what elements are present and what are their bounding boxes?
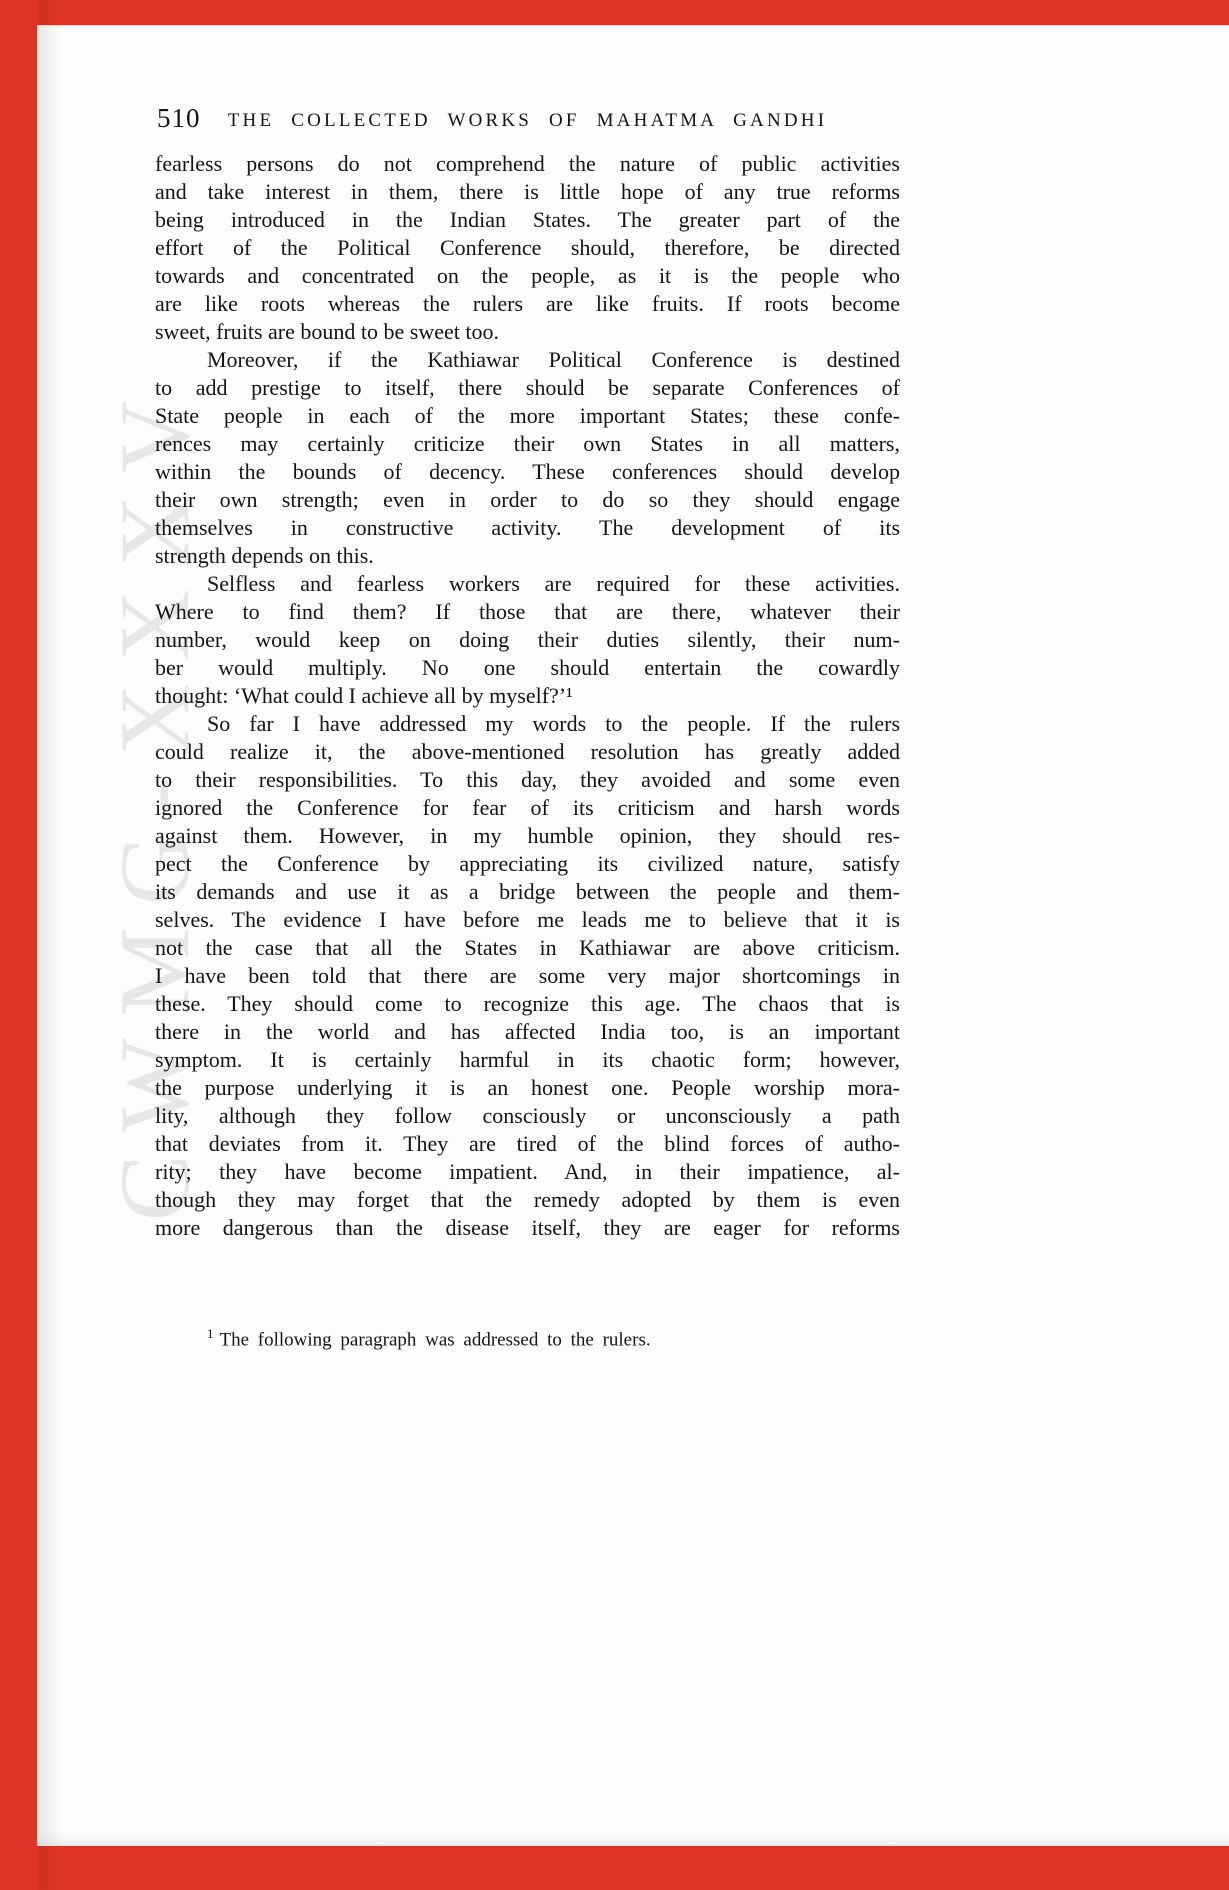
page-number: 510 [157, 103, 201, 133]
text-line: Where to find them? If those that are there, whatever their [155, 599, 900, 624]
text-line: effort of the Political Conference should, therefore, be directed [155, 235, 900, 260]
text-line: I have been told that there are some very major shortcomings in [155, 963, 900, 988]
text-line: are like roots whereas the rulers are like fruits. If roots become [155, 291, 900, 316]
scan-cradle-edge-left [0, 0, 37, 1890]
footnote [155, 1326, 900, 1351]
text-line: strength depends on this. [155, 543, 374, 568]
text-line: its demands and use it as a bridge between the people and them- [155, 879, 900, 904]
text-line: Moreover, if the Kathiawar Political Conference is destined [207, 347, 900, 372]
text-line: thought: ‘What could I achieve all by myself?’¹ [155, 683, 573, 708]
text-line: sweet, fruits are bound to be sweet too. [155, 319, 499, 344]
footnote-text: The following paragraph was addressed to the rulers. [219, 1329, 651, 1351]
text-line: being introduced in the Indian States. The greater part of the [155, 207, 900, 232]
text-line: more dangerous than the disease itself, they are eager for reforms [155, 1215, 900, 1240]
text-line: So far I have addressed my words to the people. If the rulers [207, 711, 900, 736]
text-line: themselves in constructive activity. The development of its [155, 515, 900, 540]
text-line: there in the world and has affected India too, is an important [155, 1019, 900, 1044]
text-line: lity, although they follow consciously or unconsciously a path [155, 1103, 900, 1128]
text-line: to their responsibilities. To this day, they avoided and some even [155, 767, 900, 792]
text-line: the purpose underlying it is an honest one. People worship mora- [155, 1075, 900, 1100]
text-line: towards and concentrated on the people, as it is the people who [155, 263, 900, 288]
page-edge-shadow-bottom [37, 1832, 1229, 1846]
text-line: that deviates from it. They are tired of the blind forces of autho- [155, 1131, 900, 1156]
text-line: State people in each of the more important States; these confe- [155, 403, 900, 428]
text-line: to add prestige to itself, there should be separate Conferences of [155, 375, 900, 400]
scan-cradle-edge-top [0, 0, 1229, 25]
text-line: could realize it, the above-mentioned resolution has greatly added [155, 739, 900, 764]
text-line: and take interest in them, there is little hope of any true reforms [155, 179, 900, 204]
text-line: selves. The evidence I have before me leads me to believe that it is [155, 907, 900, 932]
text-line: Selfless and fearless workers are required for these activities. [207, 571, 900, 596]
text-line: rences may certainly criticize their own States in all matters, [155, 431, 900, 456]
page-body [155, 150, 900, 1242]
text-line: though they may forget that the remedy adopted by them is even [155, 1187, 900, 1212]
scan-cradle-edge-bottom [0, 1846, 1229, 1890]
text-line: their own strength; even in order to do so they should engage [155, 487, 900, 512]
text-line: within the bounds of decency. These conferences should develop [155, 459, 900, 484]
volume-watermark: CWMG-XXXV [99, 378, 210, 1222]
text-line: fearless persons do not comprehend the nature of public activities [155, 151, 900, 176]
text-line: pect the Conference by appreciating its civilized nature, satisfy [155, 851, 900, 876]
text-line: these. They should come to recognize this age. The chaos that is [155, 991, 900, 1016]
running-title: THE COLLECTED WORKS OF MAHATMA GANDHI [227, 110, 828, 131]
text-line: ignored the Conference for fear of its criticism and harsh words [155, 795, 900, 820]
text-line: rity; they have become impatient. And, in their impatience, al- [155, 1159, 900, 1184]
page-header [155, 103, 900, 139]
page-edge-shadow-left [37, 0, 63, 1890]
text-line: number, would keep on doing their duties silently, their num- [155, 627, 900, 652]
text-line: ber would multiply. No one should entertain the cowardly [155, 655, 900, 680]
text-line: against them. However, in my humble opinion, they should res- [155, 823, 900, 848]
footnote-marker: 1 [207, 1326, 214, 1341]
text-line: not the case that all the States in Kathiawar are above criticism. [155, 935, 900, 960]
text-line: symptom. It is certainly harmful in its chaotic form; however, [155, 1047, 900, 1072]
